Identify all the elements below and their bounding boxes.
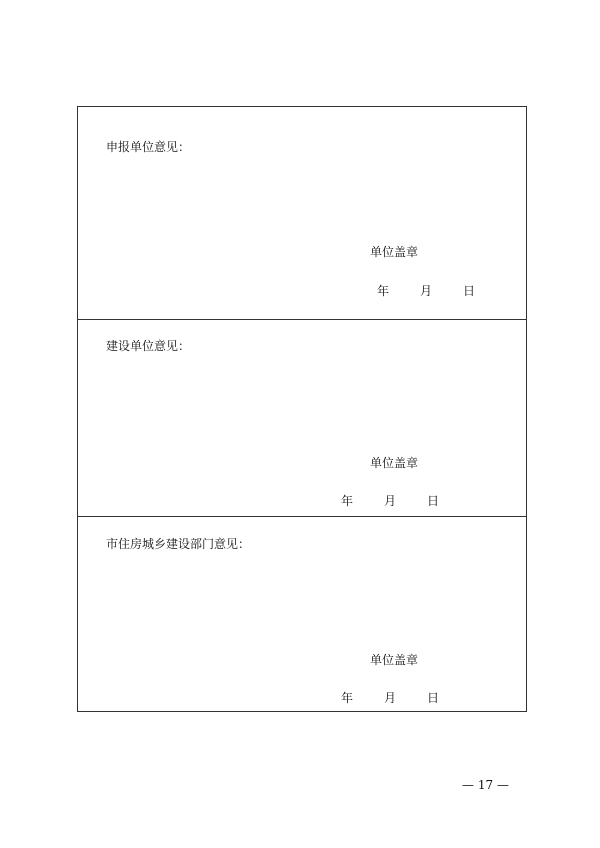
unit-seal-label: 单位盖章: [370, 245, 419, 259]
construction-unit-opinion-section: [78, 319, 526, 517]
month-label: 月: [420, 284, 433, 298]
day-label: 日: [463, 284, 476, 298]
month-label: 月: [384, 494, 397, 508]
month-label: 月: [384, 691, 397, 705]
housing-department-opinion-section: [78, 516, 526, 714]
day-label: 日: [427, 691, 440, 705]
opinion-form-table: [77, 106, 527, 712]
unit-seal-label: 单位盖章: [370, 653, 419, 667]
year-label: 年: [341, 691, 354, 705]
section-label: 申报单位意见：: [106, 140, 191, 154]
page-number: — 17 —: [462, 778, 509, 792]
day-label: 日: [427, 494, 440, 508]
year-label: 年: [341, 494, 354, 508]
year-label: 年: [377, 284, 390, 298]
section-label: 市住房城乡建设部门意见：: [106, 537, 251, 551]
applicant-unit-opinion-section: [78, 107, 526, 319]
section-label: 建设单位意见：: [106, 339, 191, 353]
unit-seal-label: 单位盖章: [370, 456, 419, 470]
